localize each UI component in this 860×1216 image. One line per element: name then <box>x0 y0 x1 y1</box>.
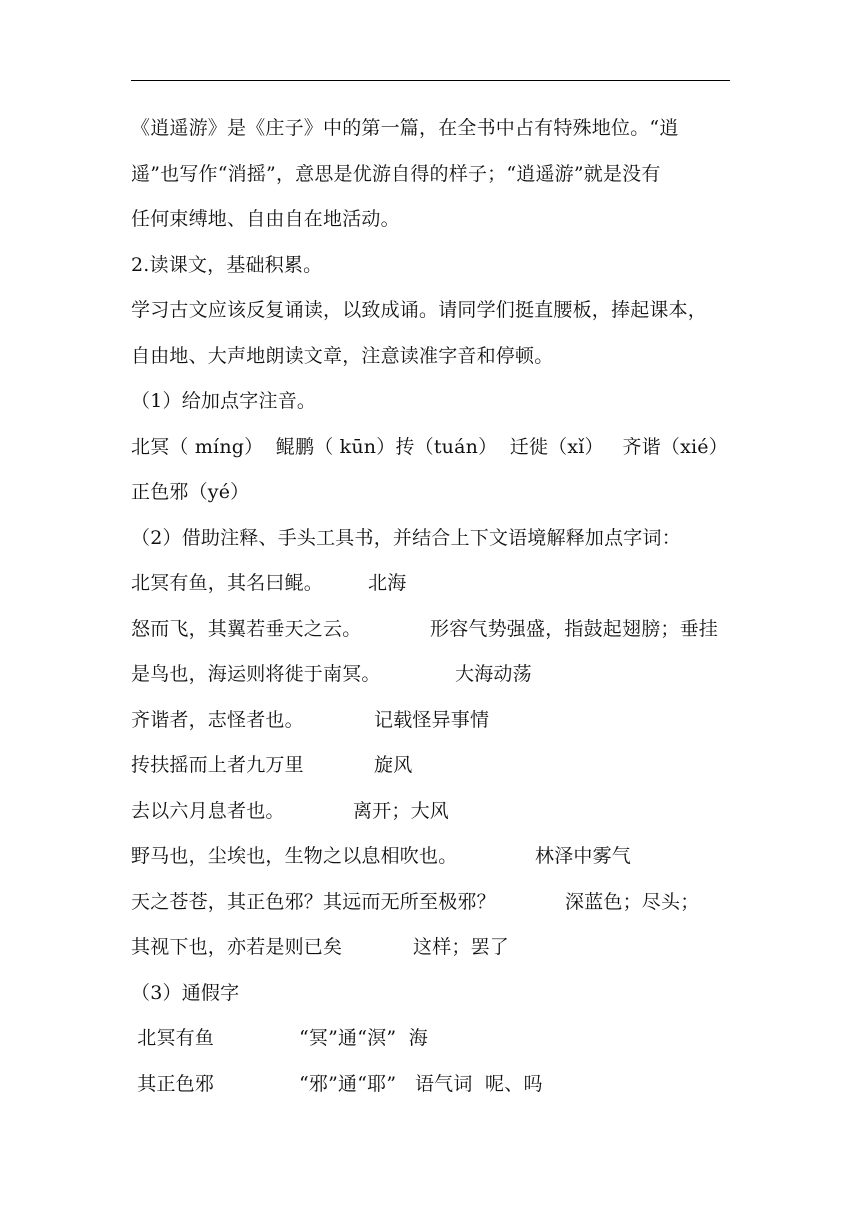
tongjia-phrase: 其正色邪 <box>131 1072 215 1095</box>
paragraph-line <box>131 197 731 243</box>
gloss-phrase: 齐谐者，志怪者也。 <box>131 708 304 731</box>
tongjia-note: “邪”通“耶” 语气词 呢、吗 <box>299 1072 543 1095</box>
header-rule <box>131 80 730 81</box>
tongjia-note: “冥”通“溟” 海 <box>299 1027 428 1049</box>
subsection-heading <box>131 516 731 562</box>
gloss-meaning: 形容气势强盛，指鼓起翅膀；垂挂 <box>430 617 719 640</box>
pinyin-line <box>131 470 731 516</box>
line-text: 遥”也写作“消摇”，意思是优游自得的样子；“逍遥游”就是没有 <box>131 162 661 185</box>
line-text: （2）借助注释、手头工具书，并结合上下文语境解释加点字词： <box>131 526 681 549</box>
line-text: 正色邪（yé） <box>131 481 250 503</box>
gloss-meaning: 记载怪异事情 <box>374 708 490 731</box>
gloss-line <box>131 698 731 744</box>
pinyin-line <box>131 425 731 471</box>
subsection-heading <box>131 379 731 425</box>
gloss-meaning: 这样；罢了 <box>413 936 510 958</box>
document-body <box>131 106 731 1107</box>
line-text: 学习古文应该反复诵读，以致成诵。请同学们挺直腰板，捧起课本， <box>131 299 708 321</box>
paragraph-line <box>131 106 731 152</box>
section-heading <box>131 243 731 289</box>
gloss-meaning: 旋风 <box>374 754 413 776</box>
gloss-phrase: 北冥有鱼，其名曰鲲。 <box>131 572 324 594</box>
gloss-phrase: 是鸟也，海运则将徙于南冥。 <box>131 663 381 685</box>
gloss-line <box>131 880 731 926</box>
gloss-line <box>131 743 731 789</box>
paragraph-line <box>131 288 731 334</box>
gloss-line <box>131 607 731 653</box>
line-text: 2.读课文，基础积累。 <box>131 253 323 276</box>
gloss-phrase: 怒而飞，其翼若垂天之云。 <box>131 617 362 640</box>
line-text: （3）通假字 <box>131 981 240 1004</box>
gloss-phrase: 其视下也，亦若是则已矣 <box>131 936 343 958</box>
line-text: 自由地、大声地朗读文章，注意读准字音和停顿。 <box>131 344 554 367</box>
gloss-line <box>131 834 731 880</box>
gloss-line <box>131 789 731 835</box>
paragraph-line <box>131 152 731 198</box>
line-text: 北冥（ míng） 鲲鹏（ kūn）抟（tuán） 迁徙（xǐ） 齐谐（xié） <box>131 435 728 458</box>
gloss-phrase: 抟扶摇而上者九万里 <box>131 754 304 776</box>
line-text: 任何束缚地、自由自在地活动。 <box>131 208 400 230</box>
gloss-phrase: 野马也，尘埃也，生物之以息相吹也。 <box>131 845 458 867</box>
line-text: 《逍遥游》是《庄子》中的第一篇，在全书中占有特殊地位。“逍 <box>131 117 679 139</box>
gloss-meaning: 北海 <box>368 572 407 594</box>
tongjia-line <box>131 1016 731 1062</box>
tongjia-line <box>131 1062 731 1108</box>
gloss-meaning: 深蓝色；尽头； <box>565 890 700 913</box>
line-text: （1）给加点字注音。 <box>131 390 317 412</box>
gloss-meaning: 林泽中雾气 <box>535 845 632 867</box>
paragraph-line <box>131 334 731 380</box>
gloss-line <box>131 561 731 607</box>
gloss-phrase: 去以六月息者也。 <box>131 799 285 822</box>
gloss-line <box>131 925 731 971</box>
gloss-phrase: 天之苍苍，其正色邪？其远而无所至极邪？ <box>131 890 496 913</box>
tongjia-phrase: 北冥有鱼 <box>131 1027 215 1049</box>
gloss-meaning: 大海动荡 <box>455 663 532 685</box>
gloss-line <box>131 652 731 698</box>
gloss-meaning: 离开；大风 <box>353 799 450 822</box>
subsection-heading <box>131 971 731 1017</box>
